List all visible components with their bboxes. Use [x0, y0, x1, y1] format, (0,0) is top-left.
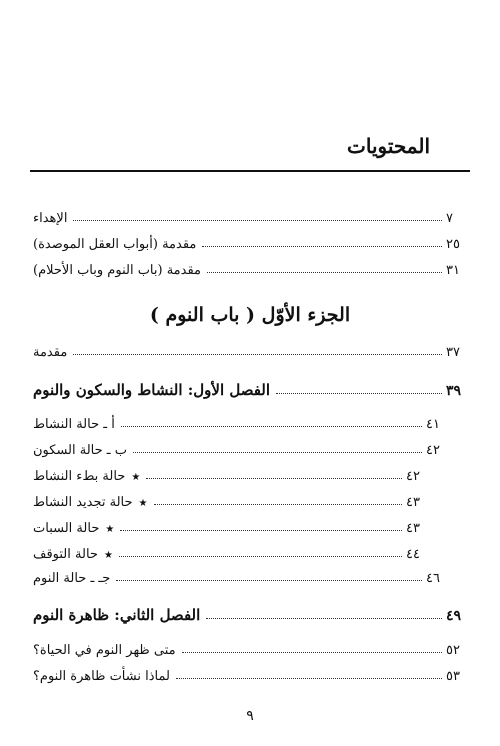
leader-dots — [116, 580, 422, 581]
contents-heading: المحتويات — [347, 134, 430, 158]
toc-subentry[interactable] — [30, 408, 456, 432]
toc-entry-text: حالة التوقف — [33, 547, 98, 562]
toc-entry-label: أ ـ حالة النشاط — [33, 417, 115, 432]
chapter-page: ٤٩ — [446, 608, 462, 624]
toc-entry-page: ٧ — [446, 211, 453, 226]
toc-entry-page: ٤٣ — [406, 521, 420, 536]
leader-dots — [121, 426, 422, 427]
toc-entry-page: ٥٢ — [446, 643, 460, 658]
page-number: ٩ — [246, 708, 254, 724]
star-icon: ★ — [103, 550, 113, 561]
star-icon: ★ — [131, 472, 141, 483]
chapter-title: الفصل الثاني: ظاهرة النوم — [33, 606, 201, 624]
part-title: الجزء الأوّل ( باب النوم ) — [149, 304, 351, 326]
toc-entry[interactable] — [30, 660, 476, 684]
toc-subentry[interactable] — [30, 434, 456, 458]
toc-entry-label: ب ـ حالة السكون — [33, 443, 127, 458]
toc-subentry[interactable] — [30, 538, 436, 562]
leader-dots — [73, 354, 442, 355]
toc-entry-page: ٤٢ — [426, 443, 440, 458]
leader-dots — [176, 678, 442, 679]
toc-entry-page: ٤١ — [426, 417, 440, 432]
heading-rule — [30, 170, 470, 172]
leader-dots — [206, 618, 442, 619]
leader-dots — [207, 272, 442, 273]
toc-entry-label: مقدمة (باب النوم وباب الأحلام) — [33, 263, 202, 278]
leader-dots — [73, 220, 442, 221]
toc-entry-label: مقدمة — [33, 345, 68, 360]
chapter-entry[interactable] — [30, 600, 476, 624]
toc-entry-label: الإهداء — [33, 211, 68, 226]
toc-entry-page: ٤٢ — [406, 469, 420, 484]
toc-subentry[interactable] — [30, 512, 436, 536]
toc-entry-label: لماذا نشأت ظاهرة النوم؟ — [33, 669, 170, 684]
chapter-page: ٣٩ — [446, 383, 462, 399]
toc-entry-text: حالة السبات — [33, 521, 100, 536]
leader-dots — [276, 393, 442, 394]
toc-entry-page: ٤٣ — [406, 495, 420, 510]
star-icon: ★ — [105, 524, 115, 535]
toc-subentry[interactable] — [30, 486, 436, 510]
toc-entry-page: ٥٣ — [446, 669, 460, 684]
toc-entry[interactable] — [30, 228, 476, 252]
toc-entry-label: متى ظهر النوم في الحياة؟ — [33, 643, 176, 658]
leader-dots — [133, 452, 422, 453]
toc-entry-label: جـ ـ حالة النوم — [33, 571, 111, 586]
toc-entry[interactable] — [30, 254, 476, 278]
leader-dots — [154, 504, 402, 505]
star-icon: ★ — [138, 498, 148, 509]
toc-subentry[interactable] — [30, 562, 456, 586]
toc-entry-page: ٢٥ — [446, 237, 460, 252]
toc-subentry[interactable] — [30, 460, 436, 484]
leader-dots — [120, 530, 402, 531]
toc-entry[interactable] — [30, 634, 476, 658]
leader-dots — [202, 246, 442, 247]
toc-entry-page: ٤٦ — [426, 571, 440, 586]
toc-entry-text: حالة تجديد النشاط — [33, 495, 133, 510]
toc-entry-label — [30, 495, 148, 510]
leader-dots — [146, 478, 402, 479]
toc-entry-label — [30, 547, 113, 562]
toc-entry[interactable] — [30, 202, 476, 226]
leader-dots — [119, 556, 402, 557]
toc-entry[interactable] — [30, 336, 476, 360]
toc-entry-page: ٣٧ — [446, 345, 460, 360]
chapter-entry[interactable] — [30, 375, 476, 399]
toc-entry-text: حالة بطء النشاط — [33, 469, 126, 484]
toc-entry-label — [30, 469, 140, 484]
leader-dots — [182, 652, 442, 653]
toc-entry-label — [30, 521, 114, 536]
toc-entry-page: ٤٤ — [406, 547, 420, 562]
toc-entry-label: مقدمة (أبواب العقل الموصدة) — [33, 237, 197, 252]
chapter-title: الفصل الأول: النشاط والسكون والنوم — [33, 381, 271, 399]
toc-entry-page: ٣١ — [446, 263, 460, 278]
